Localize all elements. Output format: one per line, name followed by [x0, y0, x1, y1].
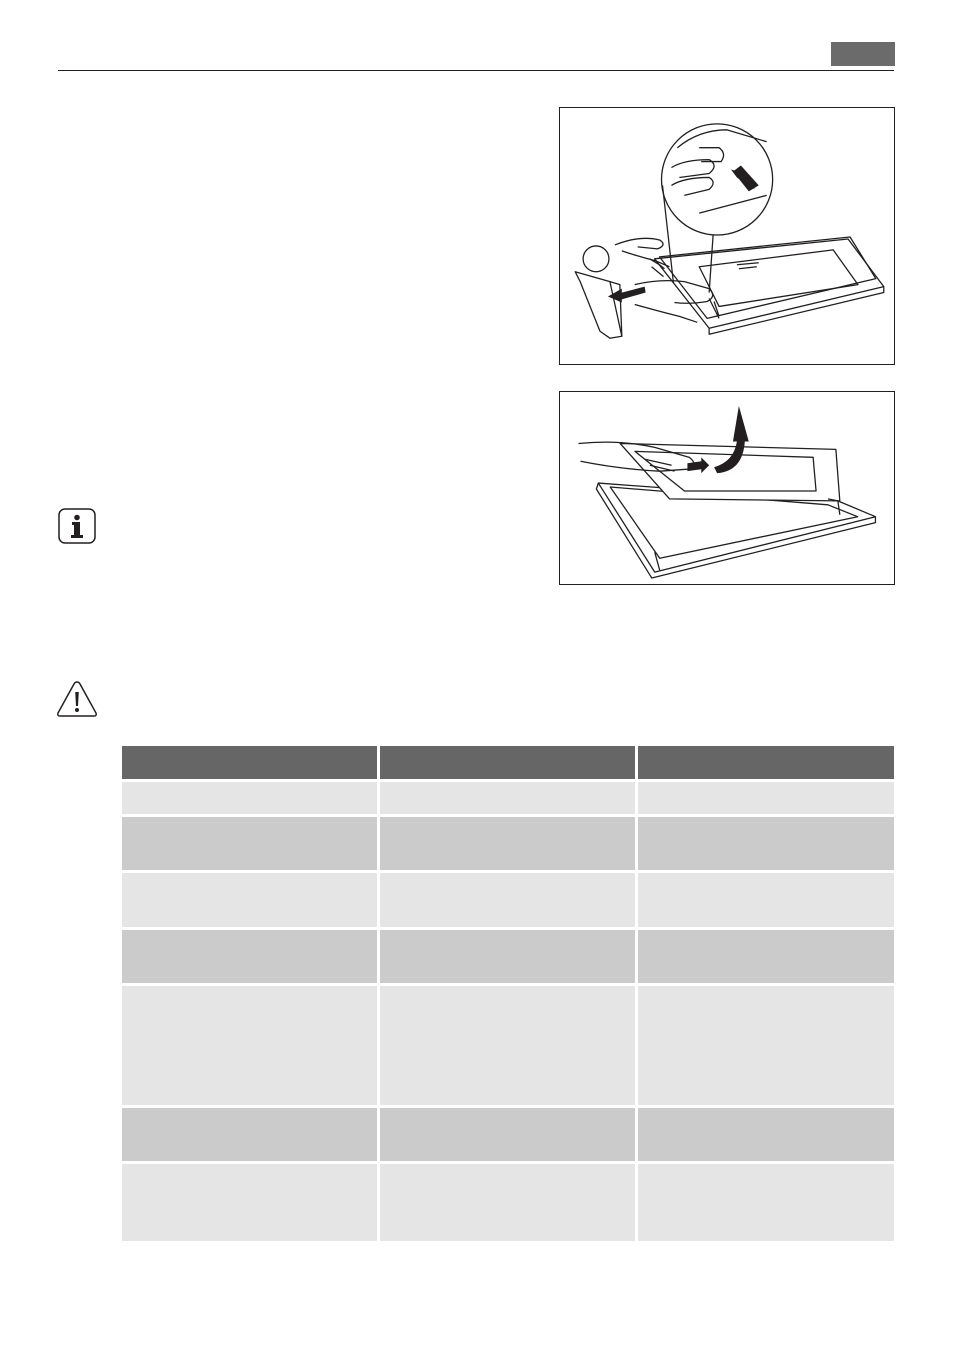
table-row — [122, 873, 894, 927]
table-header-cell — [638, 746, 894, 779]
table-row — [122, 817, 894, 870]
table-cell — [380, 930, 635, 983]
table-cell — [638, 782, 894, 814]
table-cell — [380, 873, 635, 927]
table-row — [122, 1108, 894, 1161]
table-header-cell — [380, 746, 635, 779]
figure-door-glass-removal — [559, 391, 895, 585]
table-cell — [122, 782, 377, 814]
table-row — [122, 986, 894, 1105]
table-row — [122, 782, 894, 814]
table-cell — [380, 817, 635, 870]
table-header-cell — [122, 746, 377, 779]
table-cell — [380, 1108, 635, 1161]
table-cell — [122, 817, 377, 870]
info-icon — [58, 508, 96, 544]
table-row — [122, 1164, 894, 1241]
table-cell — [122, 873, 377, 927]
table-cell — [122, 930, 377, 983]
troubleshooting-table — [122, 746, 894, 1241]
table-row — [122, 930, 894, 983]
door-hinge-removal-illustration — [560, 108, 894, 364]
table-cell — [122, 1108, 377, 1161]
table-cell — [638, 873, 894, 927]
table-cell — [638, 1164, 894, 1241]
table-cell — [638, 930, 894, 983]
table-cell — [122, 986, 377, 1105]
table-cell — [638, 1108, 894, 1161]
door-glass-panel-removal-illustration — [560, 392, 894, 584]
language-tab — [831, 42, 895, 66]
table-header-row — [122, 746, 894, 779]
table-cell — [380, 986, 635, 1105]
table-cell — [122, 1164, 377, 1241]
table-cell — [638, 986, 894, 1105]
figure-door-hinge-removal — [559, 107, 895, 365]
table-cell — [638, 817, 894, 870]
table-cell — [380, 782, 635, 814]
table-cell — [380, 1164, 635, 1241]
warning-icon — [56, 680, 98, 718]
header-rule — [58, 70, 894, 71]
